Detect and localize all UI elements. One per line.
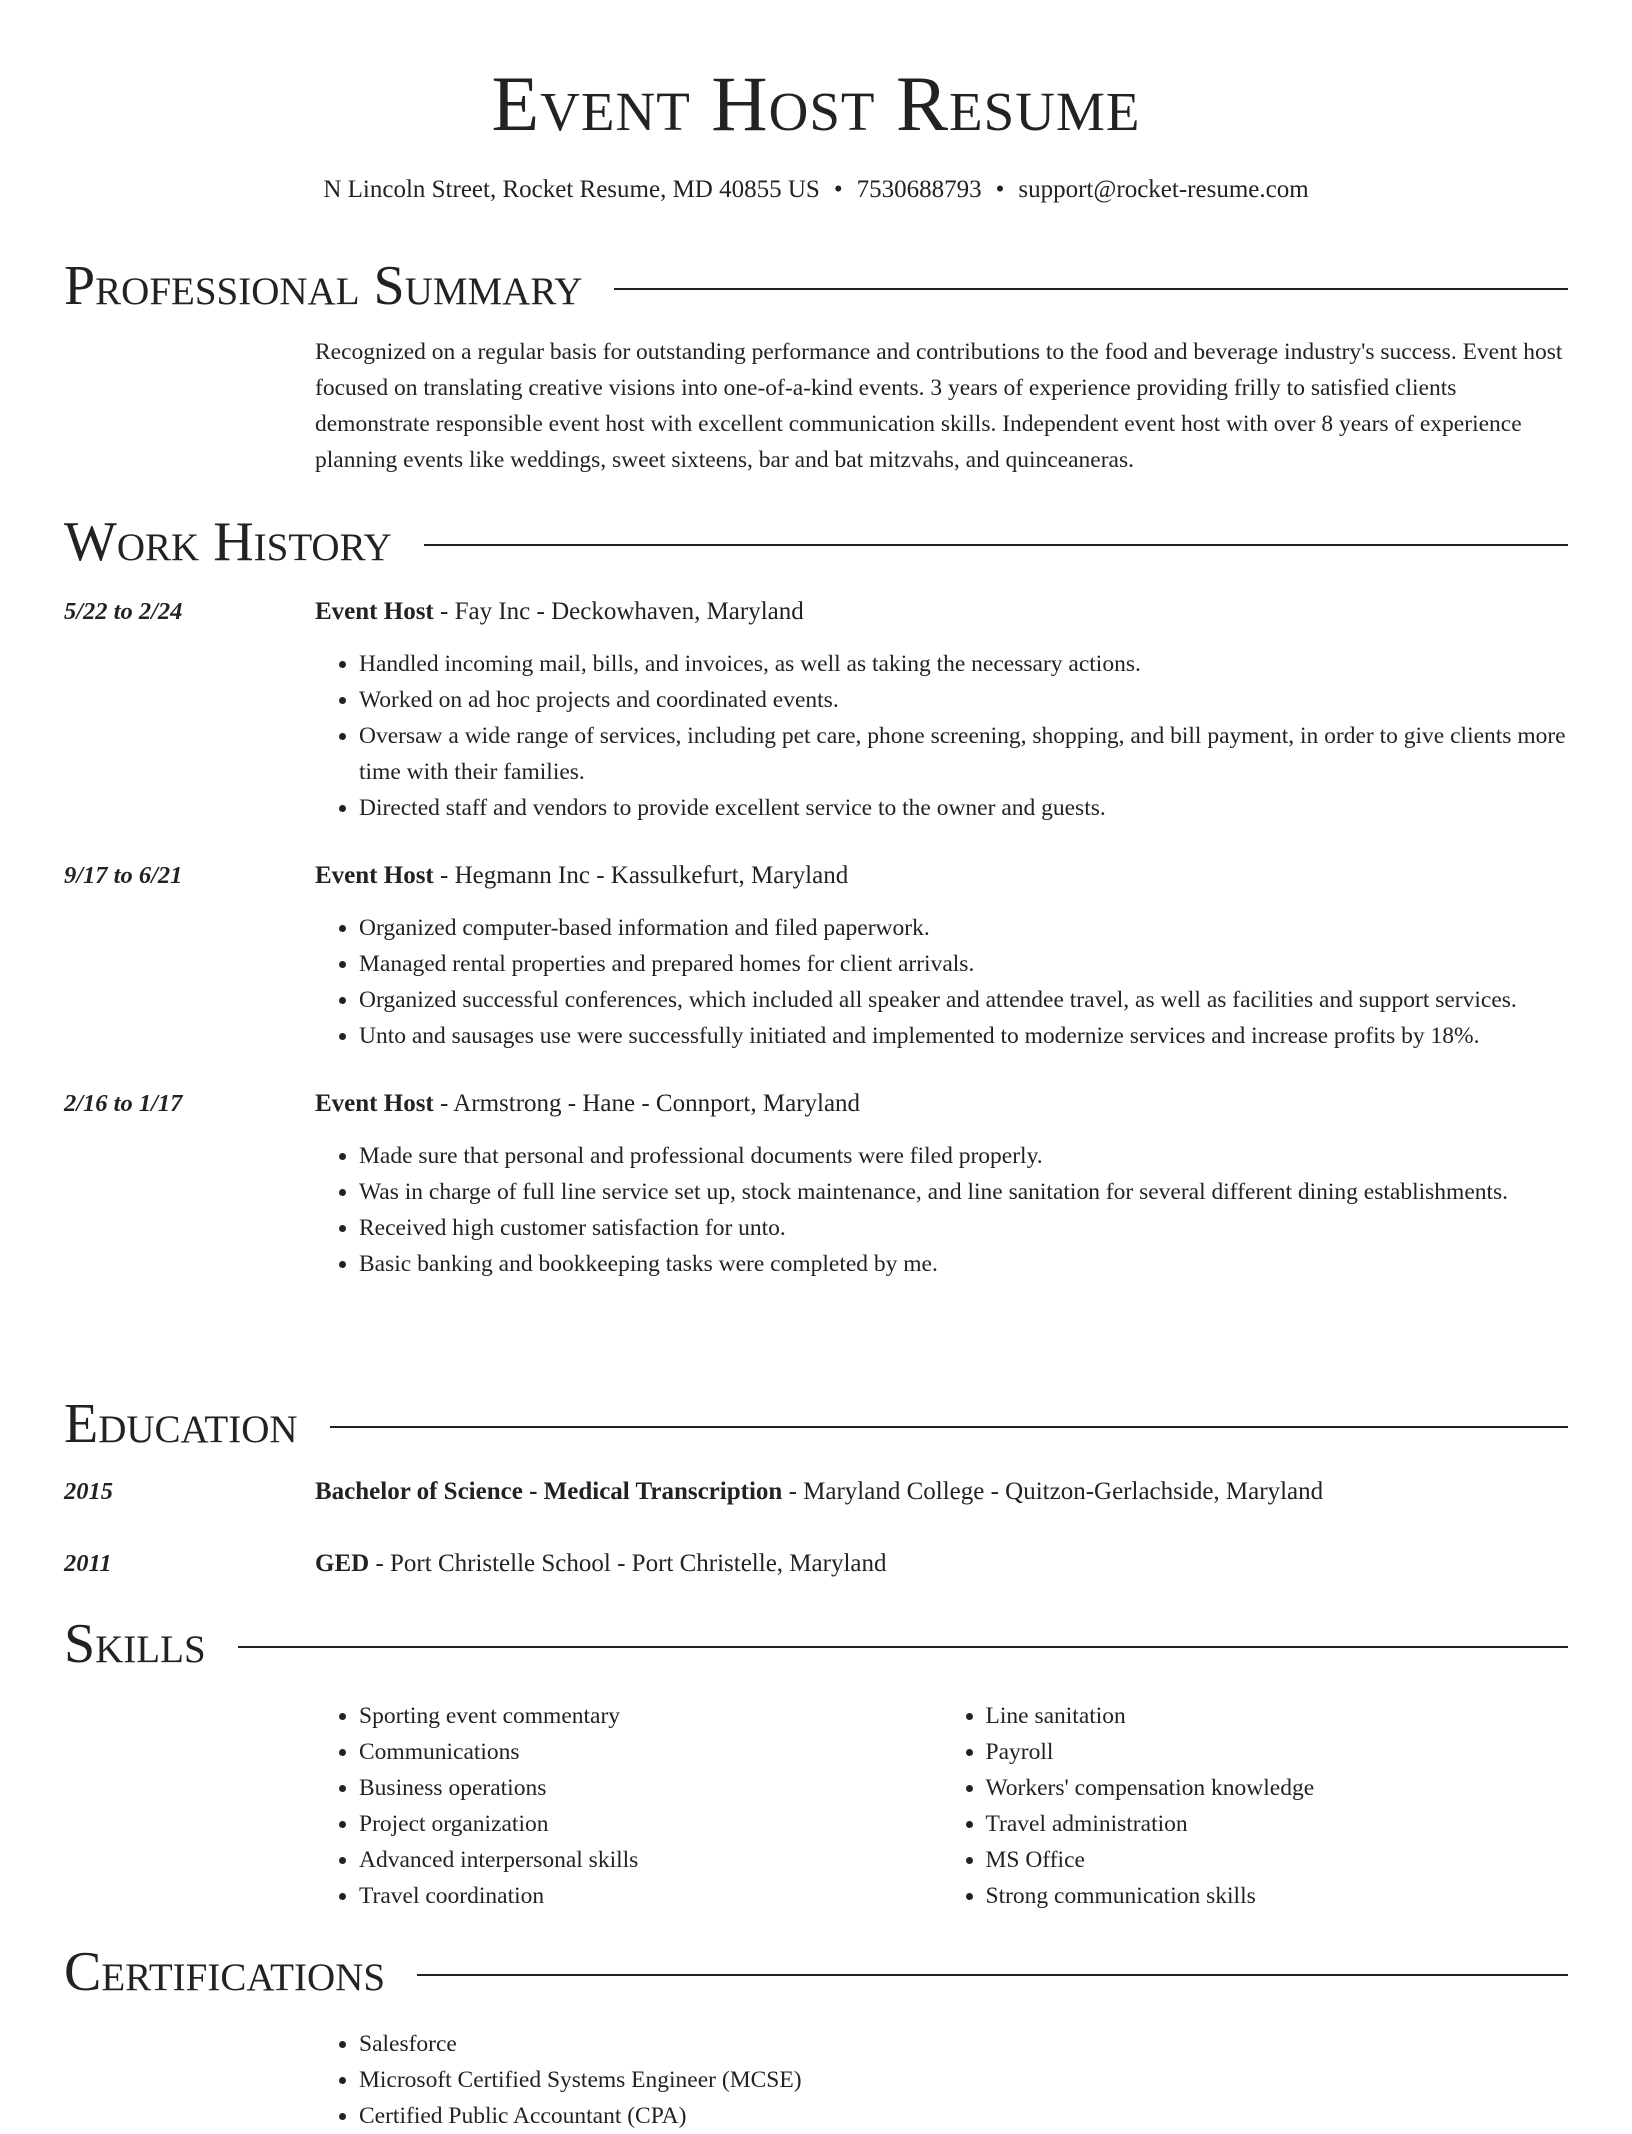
education-school: - Port Christelle School - Port Christelle, Maryland — [369, 1550, 887, 1577]
job-dates: 2/16 to 1/17 — [64, 1090, 183, 1117]
contact-address: N Lincoln Street, Rocket Resume, MD 40855 US — [323, 176, 820, 203]
section-heading-certifications: Certifications — [64, 1941, 386, 2003]
list-item: • Received high customer satisfaction for unto. — [359, 1210, 1568, 1246]
section-divider — [417, 1974, 1568, 1976]
education-school: - Maryland College - Quitzon-Gerlachside, Maryland — [782, 1478, 1324, 1505]
list-item: • Microsoft Certified Systems Engineer (MCSE) — [359, 2062, 1568, 2098]
job-company: - Hegmann Inc - Kassulkefurt, Maryland — [433, 862, 849, 889]
list-item: • Directed staff and vendors to provide excellent service to the owner and guests. — [359, 790, 1568, 826]
list-item: • Was in charge of full line service set up, stock maintenance, and line sanitation for several different dining establishments. — [359, 1174, 1568, 1210]
section-divider — [424, 544, 1568, 546]
education-entry — [64, 1474, 1568, 1510]
contact-separator: • — [833, 176, 843, 203]
section-heading-education: Education — [64, 1393, 298, 1455]
job-role: Event Host — [315, 862, 434, 889]
section-heading-skills: Skills — [64, 1613, 206, 1675]
job-bullets — [315, 646, 1568, 826]
contact-line — [0, 172, 1632, 208]
skills-list-right — [942, 1698, 1569, 1914]
skills-list-left — [315, 1698, 942, 1914]
list-item: • Project organization — [359, 1806, 942, 1842]
education-section — [64, 1392, 1568, 1582]
education-entry — [64, 1546, 1568, 1582]
list-item: • Communications — [359, 1734, 942, 1770]
contact-phone: 7530688793 — [856, 176, 982, 203]
job-title-line — [315, 594, 804, 630]
job-dates: 9/17 to 6/21 — [64, 862, 183, 889]
resume-title: Event Host Resume — [491, 60, 1141, 147]
summary-text: Recognized on a regular basis for outstanding performance and contributions to the food and beverage industry's success. Event host focused on translating creative visions into one-of-a-kind events. 3 years of experience providing frilly to satisfied clients demonstrate responsible event host with excellent communication skills. Independent event host with over 8 years of experience planning events like weddings, sweet sixteens, bar and bat mitzvahs, and quinceaneras. — [315, 339, 1563, 473]
job-role: Event Host — [315, 598, 434, 625]
education-degree: Bachelor of Science - Medical Transcription — [315, 1478, 783, 1505]
education-line — [315, 1546, 887, 1582]
job-dates: 5/22 to 2/24 — [64, 598, 183, 625]
job-company: - Armstrong - Hane - Connport, Maryland — [433, 1090, 861, 1117]
section-heading-work-history: Work History — [64, 511, 392, 573]
list-item: • Managed rental properties and prepared homes for client arrivals. — [359, 946, 1568, 982]
list-item: • Workers' compensation knowledge — [986, 1770, 1569, 1806]
contact-separator: • — [995, 176, 1005, 203]
education-degree: GED — [315, 1550, 370, 1577]
summary-section — [64, 254, 1568, 478]
section-divider — [238, 1646, 1568, 1648]
education-year: 2015 — [64, 1478, 113, 1505]
job-entry — [64, 594, 1568, 826]
job-company: - Fay Inc - Deckowhaven, Maryland — [433, 598, 804, 625]
list-item: • Travel coordination — [359, 1878, 942, 1914]
list-item: • Made sure that personal and professional documents were filed properly. — [359, 1138, 1568, 1174]
education-line — [315, 1474, 1323, 1510]
section-divider — [330, 1426, 1568, 1428]
list-item: • Organized computer-based information and filed paperwork. — [359, 910, 1568, 946]
list-item: • Line sanitation — [986, 1698, 1569, 1734]
certifications-list — [315, 2026, 1568, 2134]
education-year: 2011 — [64, 1550, 112, 1577]
work-history-section — [64, 510, 1568, 1282]
job-title-line — [315, 858, 848, 894]
list-item: • Organized successful conferences, which included all speaker and attendee travel, as well as facilities and support services. — [359, 982, 1568, 1018]
list-item: • Unto and sausages use were successfully initiated and implemented to modernize services and increase profits by 18%. — [359, 1018, 1568, 1054]
job-title-line — [315, 1086, 860, 1122]
job-bullets — [315, 910, 1568, 1054]
job-bullets — [315, 1138, 1568, 1282]
list-item: • Strong communication skills — [986, 1878, 1569, 1914]
list-item: • Worked on ad hoc projects and coordinated events. — [359, 682, 1568, 718]
list-item: • Salesforce — [359, 2026, 1568, 2062]
job-entry — [64, 1086, 1568, 1282]
list-item: • Handled incoming mail, bills, and invoices, as well as taking the necessary actions. — [359, 646, 1568, 682]
list-item: • MS Office — [986, 1842, 1569, 1878]
list-item: • Business operations — [359, 1770, 942, 1806]
job-role: Event Host — [315, 1090, 434, 1117]
section-divider — [614, 288, 1568, 290]
list-item: • Certified Public Accountant (CPA) — [359, 2098, 1568, 2134]
list-item: • Oversaw a wide range of services, including pet care, phone screening, shopping, and bill payment, in order to give clients more time with their families. — [359, 718, 1568, 790]
certifications-section — [64, 1940, 1568, 2134]
contact-email: support@rocket-resume.com — [1018, 176, 1309, 203]
section-heading-summary: Professional Summary — [64, 255, 583, 317]
list-item: • Payroll — [986, 1734, 1569, 1770]
job-entry — [64, 858, 1568, 1054]
skills-section — [64, 1612, 1568, 1914]
list-item: • Travel administration — [986, 1806, 1569, 1842]
list-item: • Basic banking and bookkeeping tasks were completed by me. — [359, 1246, 1568, 1282]
list-item: • Sporting event commentary — [359, 1698, 942, 1734]
list-item: • Advanced interpersonal skills — [359, 1842, 942, 1878]
